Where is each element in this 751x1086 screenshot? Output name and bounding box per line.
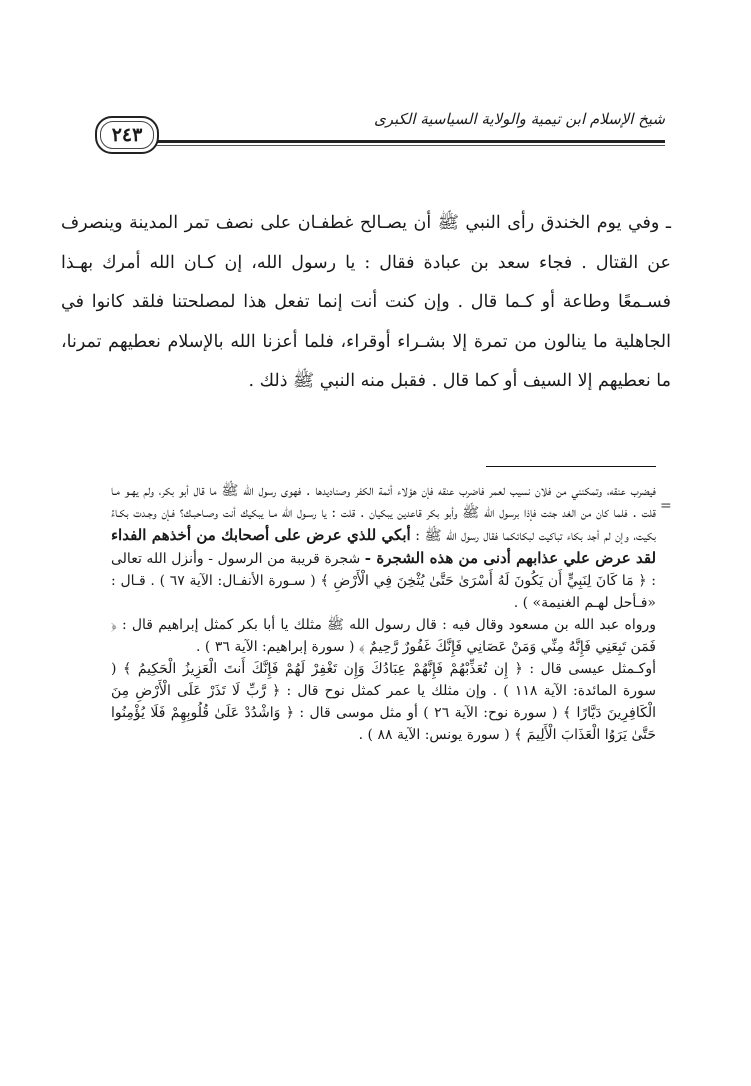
continuation-mark: = xyxy=(660,498,672,514)
footnote-paragraph: ورواه عبد الله بن مسعود وقال فيه : قال رسول الله ﷺ مثلك يا أبا بكر كمثل إبراهيم قال : ﴿ فَمَن تَبِعَنِي فَإِنَّهُ مِنِّي وَمَنْ عَصَانِي فَإِنَّكَ غَفُورٌ رَّحِيمٌ ﴾ ( سورة إبراهيم: الآية ٣٦ ) . xyxy=(111,617,656,655)
main-body xyxy=(61,204,671,402)
page-number: ٢٤٣ xyxy=(95,116,159,154)
footnote-divider xyxy=(486,466,656,467)
footnote-text: شجرة قريبة من الرسول - وأنزل الله تعالى : ﴿ مَا كَانَ لِنَبِيٍّ أَن يَكُونَ لَهُ أَسْرَىٰ حَتَّىٰ يُثْخِنَ فِي الْأَرْضِ ﴾ ( سـورة الأنفـال: الآية ٦٧ ) . قـال : «فـأحل لهـم الغنيمة» ) . xyxy=(111,551,656,611)
header-rule-thin xyxy=(153,145,665,146)
footnote-paragraph xyxy=(111,480,656,614)
footnote-text: فيضرب عنقه، وتمكنني من فلان نسيب لعمر فاضرب عنقه فإن هؤلاء أئمة الكفر وصناديدها . فهوى رسول الله ﷺ ما قال أبو بكر، ولم يهـو مـا قلت . فلما كان من الغد جئت فإذا برسول الله ﷺ وأبو بكر قاعدين يبكيان . قلت : يا رسـول الله مـا يبكيك أنت وصـاحبـك؟ فـإن وجـدت بكـاءً بكيت، وإن لم أجد بكاء تباكيت لبكائكما فقال رسول الله ﷺ : xyxy=(111,483,656,544)
running-title: شيخ الإسلام ابن تيمية والولاية السياسية الكبرى xyxy=(373,110,665,128)
footnote-hadith-bold: أبكي للذي عرض على أصحابك من أخذهم الفداء لقد عرض علي عذابهم أدنى من هذه الشجرة - xyxy=(111,526,657,567)
footnote-paragraph: أوكـمثل عيسى قال : ﴿ إِن تُعَذِّبْهُمْ فَإِنَّهُمْ عِبَادُكَ وَإِن تَغْفِرْ لَهُمْ فَإِنَّكَ أَنتَ الْعَزِيزُ الْحَكِيمُ ﴾ ( سورة المائدة: الآية ١١٨ ) . وإن مثلك يا عمر كمثل نوح قال : ﴿ رَّبِّ لَا تَذَرْ عَلَى الْأَرْضِ مِنَ الْكَافِرِينَ دَيَّارًا ﴾ ( سورة نوح: الآية ٢٦ ) أو مثل موسى قال : ﴿ وَاشْدُدْ عَلَىٰ قُلُوبِهِمْ فَلَا يُؤْمِنُوا حَتَّىٰ يَرَوُا الْعَذَابَ الْأَلِيمَ ﴾ ( سورة يونس: الآية ٨٨ ) . xyxy=(111,661,656,743)
main-paragraph: ـ وفي يوم الخندق رأى النبي ﷺ أن يصـالح غطفـان على نصف تمر المدينة وينصرف عن القتال . فجاء سعد بن عبادة فقال : يا رسول الله، إن كـان الله أمرك بهـذا فسـمعًا وطاعة أو كـما قال . وإن كنت أنت إنما تفعل هذا لمصلحتنا فلقد كانوا في الجاهلية ما ينالون من تمرة إلا بشـراء أوقراء، فلما أعزنا الله بالإسلام نعطيهم تمرنا، ما نعطيهم إلا السيف أو كما قال . فقبل منه النبي ﷺ ذلك . xyxy=(61,213,671,391)
page-header xyxy=(95,100,665,150)
header-rule xyxy=(153,140,665,143)
footnotes xyxy=(111,480,656,746)
